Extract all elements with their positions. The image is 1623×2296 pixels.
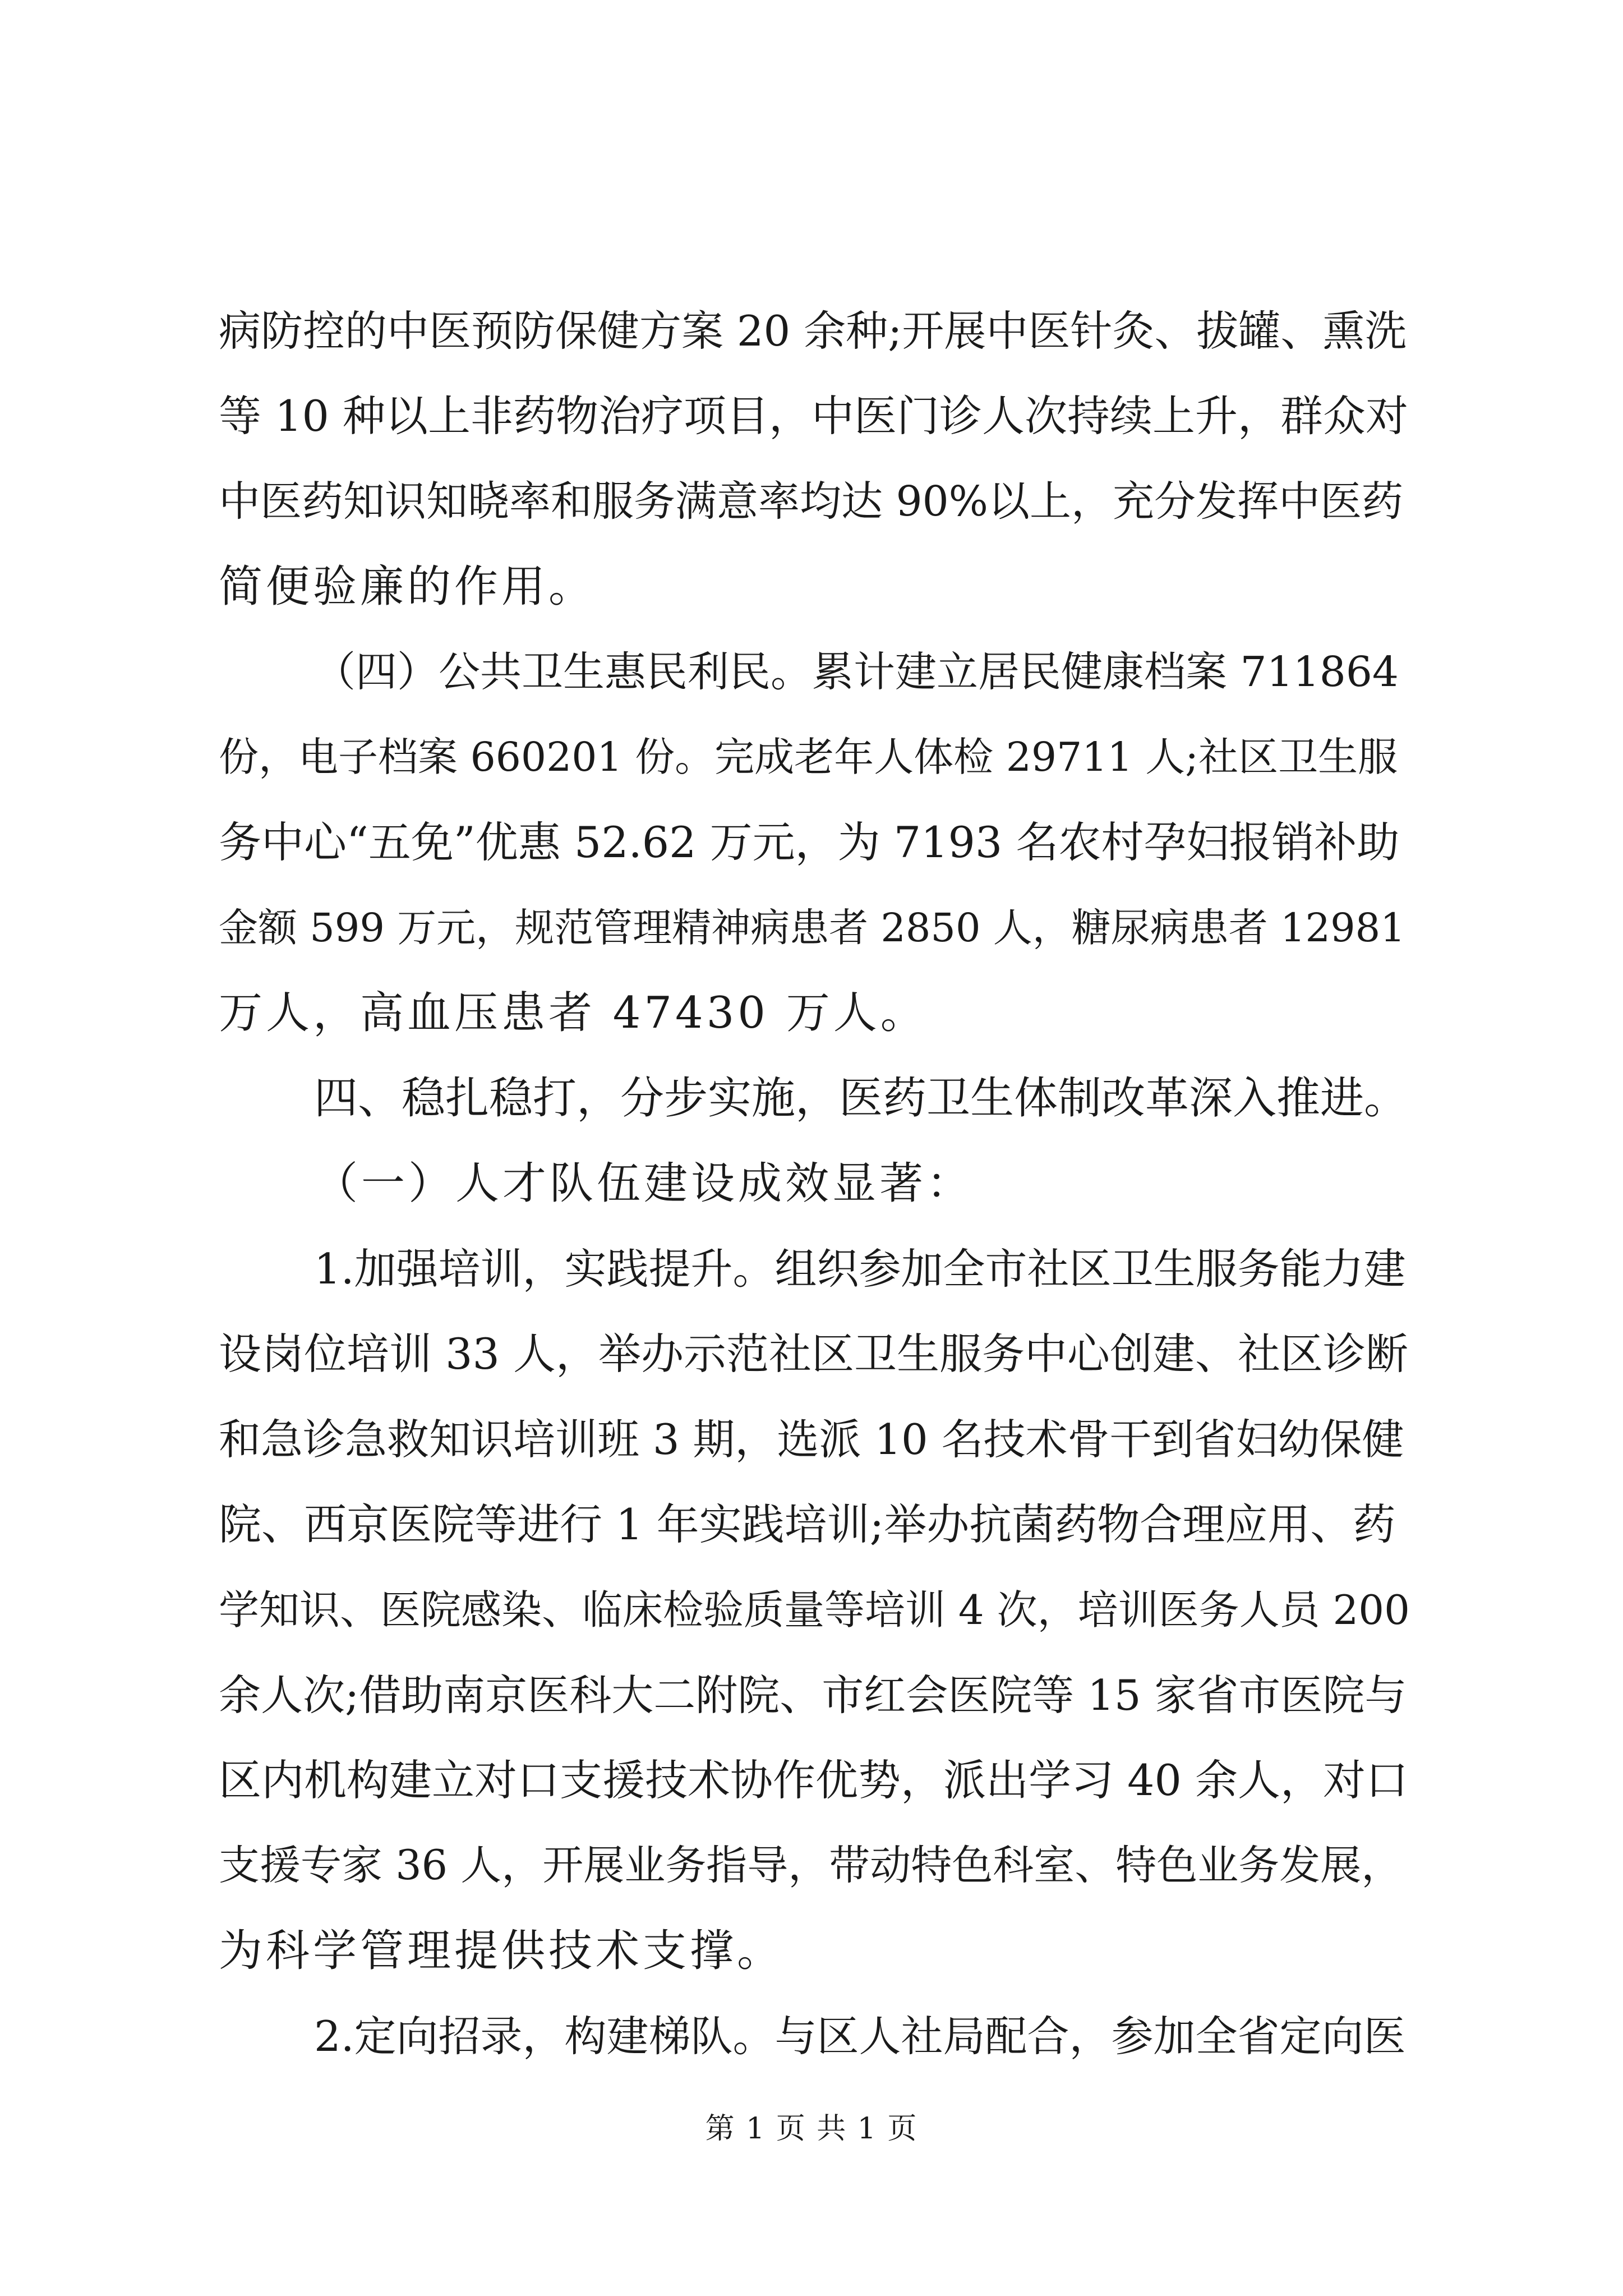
text-line: 2.定向招录，构建梯队。与区人社局配合，参加全省定向医 [314, 2012, 1406, 2061]
text-line: 务中心“五免”优惠 52.62 万元，为 7193 名农村孕妇报销补助 [219, 817, 1400, 867]
text-line: 金额 599 万元，规范管理精神病患者 2850 人，糖尿病患者 12981 [219, 905, 1405, 951]
text-line: 1.加强培训，实践提升。组织参加全市社区卫生服务能力建 [314, 1244, 1406, 1294]
text-line: 学知识、医院感染、临床检验质量等培训 4 次，培训医务人员 200 [219, 1586, 1410, 1634]
text-line: 万人，高血压患者 47430 万人。 [219, 988, 928, 1038]
text-line: 等 10 种以上非药物治疗项目，中医门诊人次持续上升，群众对 [219, 391, 1409, 441]
text-line: 病防控的中医预防保健方案 20 余种;开展中医针灸、拔罐、熏洗 [219, 306, 1407, 356]
text-line: 为科学管理提供技术支撑。 [219, 1926, 785, 1976]
text-line: 余人次;借助南京医科大二附院、市红会医院等 15 家省市医院与 [219, 1671, 1407, 1720]
text-line: 设岗位培训 33 人，举办示范社区卫生服务中心创建、社区诊断 [219, 1329, 1409, 1379]
text-line: 区内机构建立对口支援技术协作优势，派出学习 40 余人，对口 [219, 1755, 1409, 1805]
page-footer: 第 1 页 共 1 页 [705, 2112, 918, 2146]
text-line: 中医药知识知晓率和服务满意率均达 90%以上，充分发挥中医药 [219, 477, 1403, 526]
text-line: 份，电子档案 660201 份。完成老年人体检 29711 人;社区卫生服 [219, 734, 1398, 780]
text-line: 支援专家 36 人，开展业务指导，带动特色科室、特色业务发展， [219, 1842, 1403, 1889]
section-heading: （一）人才队伍建设成效显著： [314, 1158, 974, 1209]
text-line: 简便验廉的作用。 [219, 562, 596, 612]
text-line: 院、西京医院等进行 1 年实践培训;举办抗菌药物合理应用、药 [219, 1499, 1396, 1549]
text-line: 和急诊急救知识培训班 3 期，选派 10 名技术骨干到省妇幼保健 [219, 1415, 1404, 1464]
section-heading: （四）公共卫生惠民利民。累计建立居民健康档案 711864 [314, 648, 1399, 696]
section-heading: 四、稳扎稳打，分步实施，医药卫生体制改革深入推进。 [314, 1073, 1408, 1124]
